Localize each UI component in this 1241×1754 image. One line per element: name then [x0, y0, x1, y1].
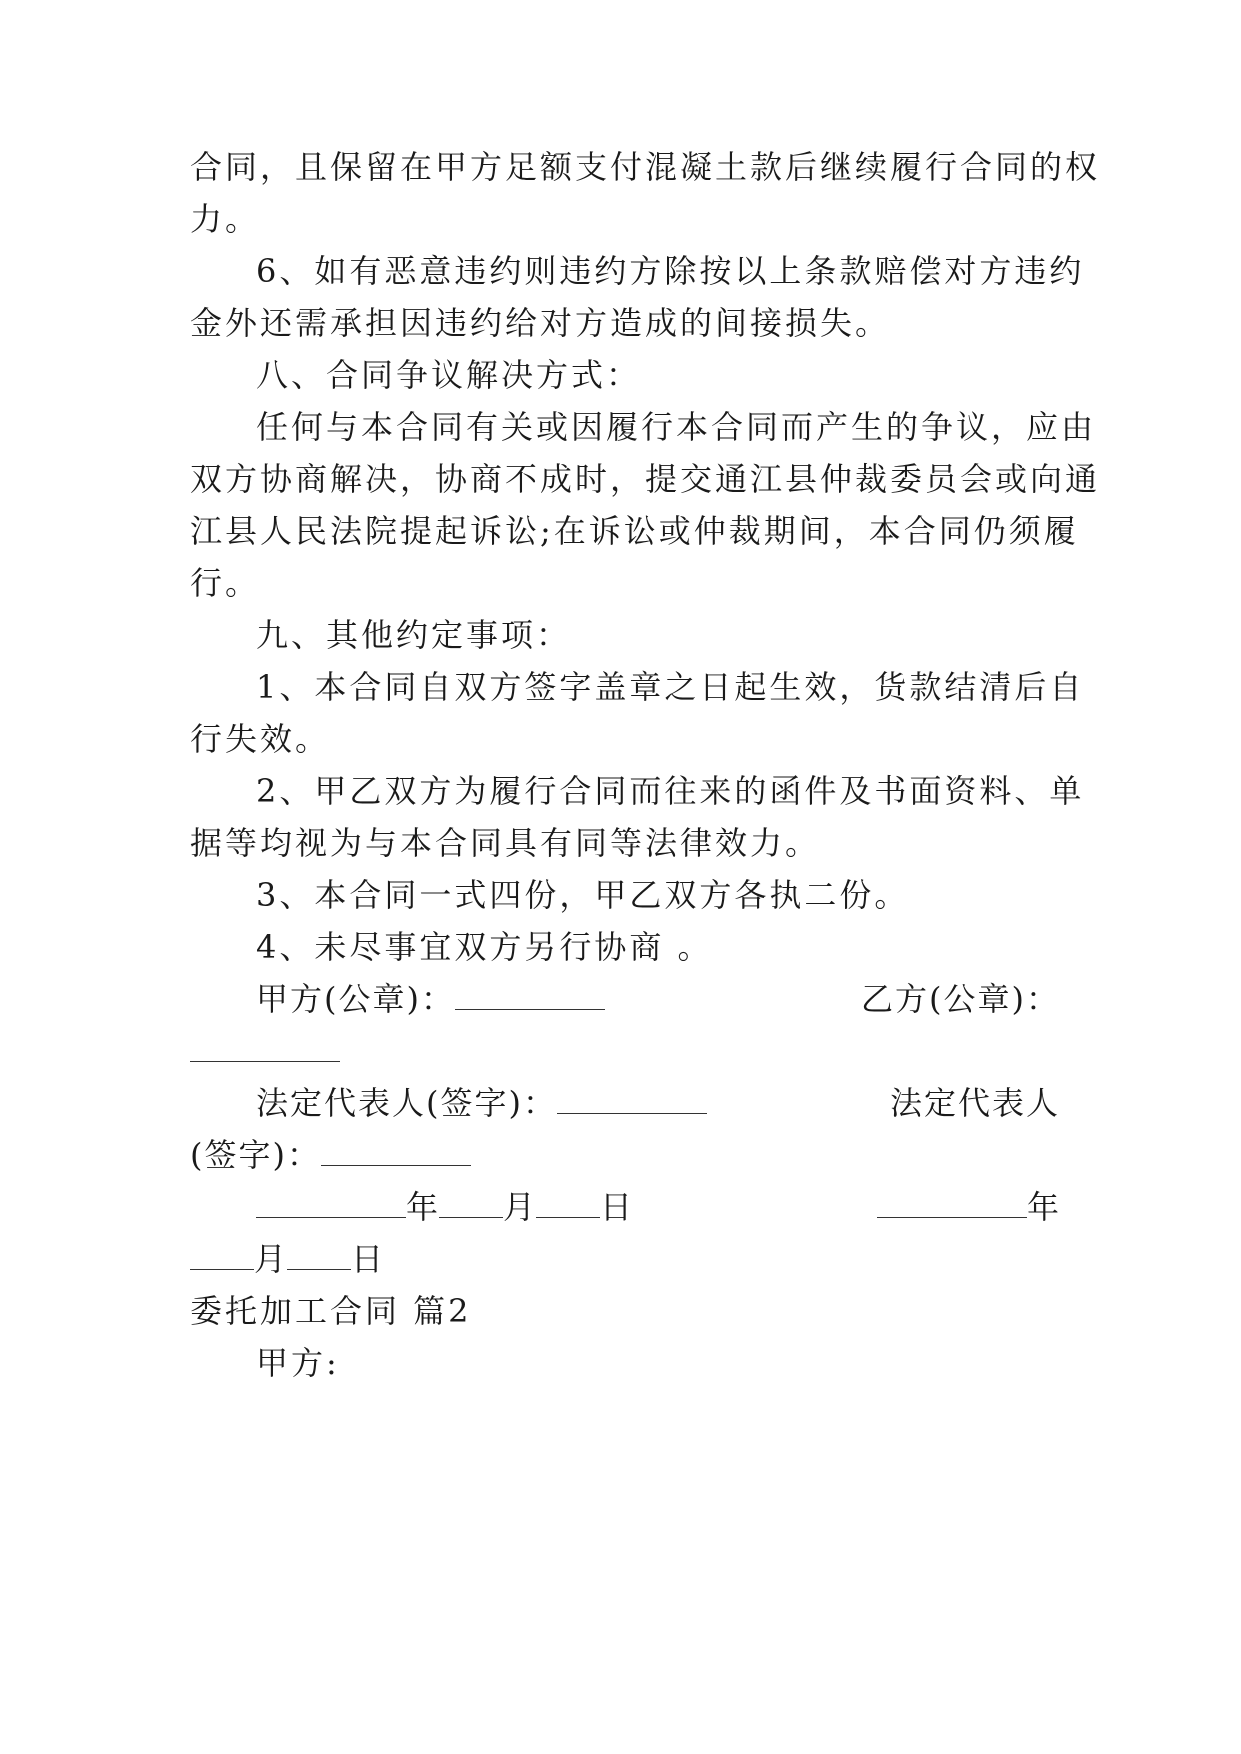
paragraph-line: 6、如有恶意违约则违约方除按以上条款赔偿对方违约: [256, 252, 1085, 290]
party-b-seal-label: 乙方(公章)：: [861, 980, 1060, 1018]
section-heading: 八、合同争议解决方式：: [256, 356, 642, 394]
date-b-day-blank: [287, 1239, 351, 1270]
date-a-year-label: 年: [406, 1188, 440, 1226]
date-b-month-label: 月: [254, 1240, 288, 1278]
party-a-seal-label: 甲方(公章)：: [256, 980, 455, 1018]
seal-row: [190, 979, 1060, 1019]
paragraph-line: 双方协商解决，协商不成时，提交通江县仲裁委员会或向通: [190, 460, 1101, 498]
date-a-day-blank: [536, 1187, 600, 1218]
paragraph-line: 3、本合同一式四份，甲乙双方各执二份。: [256, 876, 910, 914]
paragraph-line: 据等均视为与本合同具有同等法律效力。: [190, 824, 821, 862]
date-a-year-blank: [256, 1187, 406, 1218]
rep-b-line: [190, 1135, 1060, 1175]
party-b-seal-line: [190, 1031, 1060, 1071]
representative-row: [190, 1083, 1060, 1123]
paragraph-line: 4、未尽事宜双方另行协商 。: [256, 928, 713, 966]
paragraph-line: 合同，且保留在甲方足额支付混凝土款后继续履行合同的权: [190, 148, 1101, 186]
paragraph-line: 行。: [190, 564, 261, 602]
date-b-month-blank: [190, 1239, 254, 1270]
section-title: 委托加工合同 篇2: [190, 1292, 472, 1330]
rep-b-blank: [321, 1135, 471, 1166]
date-a-month-blank: [439, 1187, 503, 1218]
paragraph-line: 任何与本合同有关或因履行本合同而产生的争议，应由: [256, 408, 1097, 446]
date-b-line: [190, 1239, 1060, 1279]
rep-b-label: 法定代表人: [889, 1084, 1060, 1122]
paragraph-line: 2、甲乙双方为履行合同而往来的函件及书面资料、单: [256, 772, 1085, 810]
paragraph-line: 力。: [190, 200, 261, 238]
date-b-year-label: 年: [1026, 1188, 1060, 1226]
date-b-year-blank: [877, 1187, 1027, 1218]
paragraph-line: 金外还需承担因违约给对方造成的间接损失。: [190, 304, 891, 342]
rep-b-label-cont: (签字)：: [190, 1136, 321, 1174]
rep-a-blank: [557, 1083, 707, 1114]
document-page: [190, 0, 1101, 1754]
party-a-seal: [256, 979, 605, 1019]
date-b-year: [877, 1187, 1060, 1227]
party-a-seal-blank: [455, 979, 605, 1010]
party-b-seal-blank: [190, 1031, 340, 1062]
party-a-line: 甲方:: [256, 1344, 340, 1382]
paragraph-line: 江县人民法院提起诉讼;在诉讼或仲裁期间，本合同仍须履: [190, 512, 1079, 550]
rep-a: [256, 1083, 707, 1123]
date-a-day-label: 日: [600, 1188, 634, 1226]
date-a-month-label: 月: [503, 1188, 537, 1226]
section-heading: 九、其他约定事项：: [256, 616, 572, 654]
rep-a-label: 法定代表人(签字)：: [256, 1084, 557, 1122]
date-b-day-label: 日: [351, 1240, 385, 1278]
date-a: [256, 1187, 633, 1227]
date-row: [190, 1187, 1060, 1227]
paragraph-line: 1、本合同自双方签字盖章之日起生效，货款结清后自: [256, 668, 1085, 706]
paragraph-line: 行失效。: [190, 720, 331, 758]
